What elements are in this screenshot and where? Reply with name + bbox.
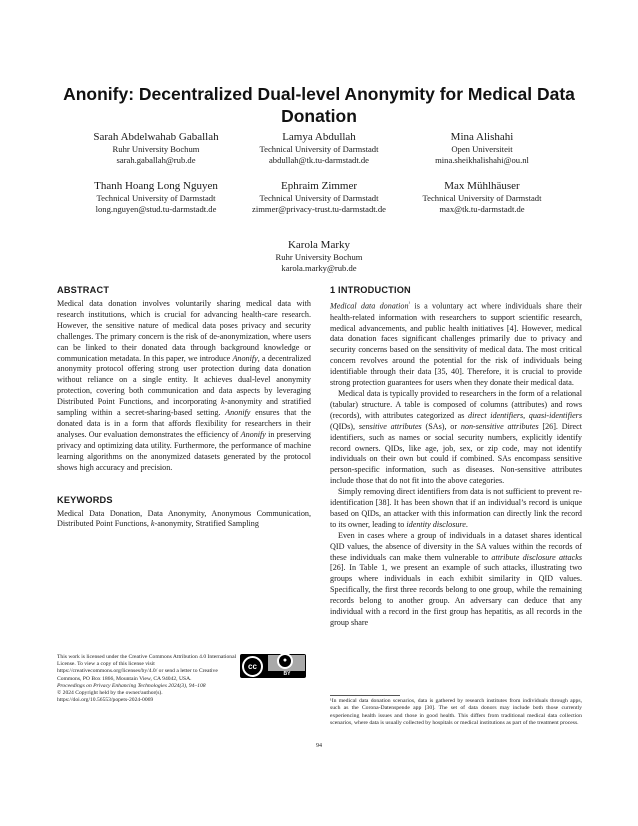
author-affiliation: Ruhr University Bochum	[275, 252, 363, 262]
author-block	[66, 130, 246, 166]
paper-title: Anonify: Decentralized Dual-level Anonymity for Medical Data Donation	[63, 84, 575, 126]
author-name: Sarah Abdelwahab Gaballah	[93, 131, 219, 143]
intro-paragraph: Even in cases where a group of individuals in a dataset shares identical QID values, the absence of diversity in the SA values within the records of these individuals can make them vulnerable to attribute disclosure attacks [26]. In Table 1, we present an example of such attacks, illustrating two groups where individuals in each exhibit similarity in QID values. Specifically, the first three records belong to one group, while the remaining records belong to another group. An adversary can deduce that any individual with a record in the first group has hepatitis, as all records in the group share	[330, 530, 582, 627]
author-email: max@tk.tu-darmstadt.de	[439, 204, 525, 214]
abstract-heading: ABSTRACT	[57, 285, 110, 295]
author-affiliation: Technical University of Darmstadt	[96, 193, 216, 203]
copyright-line: © 2024 Copyright held by the owner/author(s).	[57, 690, 163, 697]
author-block	[392, 179, 572, 215]
footnote: ¹In medical data donation scenarios, data is gathered by research institutes from individuals through apps, such as the Corona-Datenspende app [30]. The set of data donors may include both those currently experiencing health issues and those in good health. This differs from traditional medical data collection scenarios, where data is usually collected by hospitals or medical institutions as part of the treatment process.	[330, 698, 582, 726]
author-email: long.nguyen@stud.tu-darmstadt.de	[95, 204, 217, 214]
abstract-text: Medical data donation involves voluntarily sharing medical data with research institutions, which is crucial for advancing health-care research. However, the sensitive nature of medical data poses privacy and security challenges. The primary concern is the risk of de-anonymization, where users can be linked to their donated data through background knowledge or communication metadata. In this paper, we introduce Anonify, a decentralized anonymity protocol offering strong user protection during data donation without reliance on a single entity. It achieves dual-level anonymity protection, covering both communication and data aspects by leveraging Distributed Point Functions, and incorporating k-anonymity and stratified sampling within a secret-sharing-based setting. Anonify ensures that the donated data is in a form that affords flexibility for researchers in their analyses. Our evaluation demonstrates the efficiency of Anonify in preserving privacy and optimizing data utility. Furthermore, the performance of machine learning algorithms on the anonymized datasets generated by the protocol shows high accuracy and precision.	[57, 299, 311, 472]
author-email: mina.sheikhalishahi@ou.nl	[435, 155, 529, 165]
person-icon: ●	[277, 653, 293, 669]
license-text: This work is licensed under the Creative Commons Attribution 4.0 International License. To view a copy of this license visit https://creativecommons.org/licenses/by/4.0/ or send a letter to Creative Commons, PO Box 1866, Mountain View, CA 94042, USA.	[57, 654, 237, 682]
page-number: 94	[316, 743, 322, 749]
keywords-heading: KEYWORDS	[57, 494, 113, 505]
footnote-rule	[330, 695, 400, 696]
by-label: BY	[283, 671, 291, 677]
author-affiliation: Ruhr University Bochum	[112, 144, 200, 154]
cc-icon: cc	[242, 656, 263, 677]
introduction-heading: 1 INTRODUCTION	[330, 285, 411, 295]
intro-paragraph: Simply removing direct identifiers from data is not sufficient to prevent re-identification [38]. It has been shown that if an individual’s record is unique based on QIDs, an attacker with this information can directly link the record to its owner, leading to identity disclosure.	[330, 487, 582, 529]
doi-link[interactable]: https://doi.org/10.56553/popets-2024-0069	[57, 697, 154, 704]
author-block	[392, 130, 572, 166]
author-name: Mina Alishahi	[450, 131, 514, 143]
author-name: Ephraim Zimmer	[280, 180, 358, 192]
license-block	[57, 654, 237, 704]
author-email: zimmer@privacy-trust.tu-darmstadt.de	[252, 204, 386, 214]
author-block	[229, 179, 409, 215]
author-block	[229, 238, 409, 274]
author-name: Max Mühlhäuser	[444, 180, 520, 192]
author-block	[66, 179, 246, 215]
left-column	[57, 285, 311, 530]
right-column	[330, 285, 582, 629]
author-name: Thanh Hoang Long Nguyen	[94, 180, 218, 192]
cc-by-license-icon	[240, 654, 306, 678]
intro-paragraph: Medical data is typically provided to researchers in the form of a relational (tabular) structure. A table is composed of columns (attributes) and rows (records), with attributes categorized as direct identifiers, quasi-identifiers (QIDs), sensitive attributes (SAs), or non-sensitive attributes [26]. Direct identifiers, such as names or social security numbers, explicitly identify record owners. QIDs, like age, job, sex, or zip code, may not identify individuals on their own but could if combined. SAs encompass sensitive person-specific information, such as diseases. Non-sensitive attributes include those that do not fit into the above categories.	[330, 388, 583, 486]
author-block	[229, 130, 409, 166]
proceedings-line: Proceedings on Privacy Enhancing Technologies 2024(3), 94–108	[57, 682, 206, 689]
author-affiliation: Technical University of Darmstadt	[259, 144, 379, 154]
author-affiliation: Technical University of Darmstadt	[422, 193, 542, 203]
author-affiliation: Open Universiteit	[451, 144, 513, 154]
author-email: abdullah@tk.tu-darmstadt.de	[268, 155, 370, 165]
author-email: sarah.gaballah@rub.de	[116, 155, 196, 165]
author-name: Karola Marky	[287, 239, 350, 251]
intro-paragraph: Medical data donation$^{^1}$ is a voluntary act where individuals share their health-related information with researchers to support scientific research, medical advancements, and public health initiatives [4]. However, medical data donation faces significant challenges primarily due to privacy and security concerns based on the sensitivity of medical data. The most critical concern revolves around the potential for the risk of individuals being identifiable through their data [35, 40]. Therefore, it is crucial to provide strong protection guarantees for users when they donate their medical data.	[330, 301, 582, 388]
author-name: Lamya Abdullah	[282, 131, 356, 143]
author-affiliation: Technical University of Darmstadt	[259, 193, 379, 203]
author-email: karola.marky@rub.de	[281, 263, 357, 273]
keywords-text: Medical Data Donation, Data Anonymity, Anonymous Communication, Distributed Point Functions, k-anonymity, Stratified Sampling	[57, 508, 311, 529]
